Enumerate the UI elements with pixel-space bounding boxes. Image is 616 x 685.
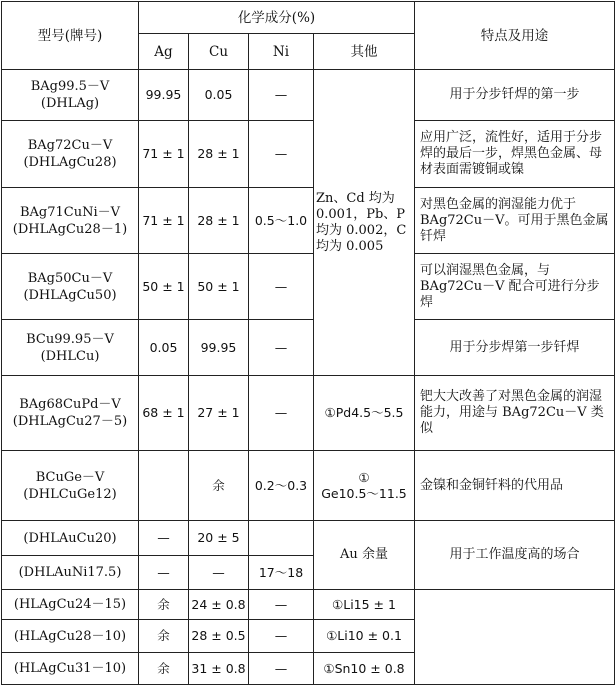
table-row: [2, 70, 615, 121]
grade-cell: (HLAgCu28－10): [2, 620, 139, 653]
ni-cell: —: [249, 653, 314, 685]
grade-cell: BAg50Cu－V (DHLAgCu50): [2, 254, 139, 320]
cu-cell: 99.95: [189, 320, 249, 376]
ni-cell: [249, 521, 314, 556]
grade-cell: BAg71CuNi－V (DHLAgCu28－1): [2, 188, 139, 254]
other-cell: ①Li15 ± 1: [314, 590, 415, 620]
header-cu: Cu: [189, 34, 249, 70]
other-cell: ①Li10 ± 0.1: [314, 620, 415, 653]
alloy-table: [1, 1, 615, 685]
grade-cell: BAg68CuPd－V (DHLAgCu27－5): [2, 376, 139, 451]
table-row: [2, 188, 615, 254]
header-grade: 型号(牌号): [2, 2, 139, 70]
header-other: 其他: [314, 34, 415, 70]
cu-cell: —: [189, 556, 249, 590]
table-row: [2, 320, 615, 376]
header-use: 特点及用途: [415, 2, 615, 70]
ni-cell: —: [249, 121, 314, 188]
header-ag: Ag: [139, 34, 189, 70]
cu-cell: 余: [189, 451, 249, 521]
grade-cell: BAg99.5－V (DHLAg): [2, 70, 139, 121]
ag-cell: 99.95: [139, 70, 189, 121]
ag-cell: 68 ± 1: [139, 376, 189, 451]
cu-cell: 28 ± 1: [189, 121, 249, 188]
ag-cell: —: [139, 556, 189, 590]
table-row: [2, 121, 615, 188]
use-cell: 金镍和金铜钎料的代用品: [415, 451, 615, 521]
cu-cell: 0.05: [189, 70, 249, 121]
grade-cell: BCu99.95－V (DHLCu): [2, 320, 139, 376]
ni-cell: —: [249, 254, 314, 320]
ni-cell: 0.5～1.0: [249, 188, 314, 254]
other-cell: ①Sn10 ± 0.8: [314, 653, 415, 685]
table-row: [2, 451, 615, 521]
ni-cell: —: [249, 376, 314, 451]
grade-cell: (HLAgCu31－10): [2, 653, 139, 685]
cu-cell: 24 ± 0.8: [189, 590, 249, 620]
grade-cell: (DHLAuCu20): [2, 521, 139, 556]
cu-cell: 28 ± 1: [189, 188, 249, 254]
table-row: [2, 254, 615, 320]
use-au-cell: 用于工作温度高的场合: [415, 521, 615, 590]
cu-cell: 50 ± 1: [189, 254, 249, 320]
cu-cell: 20 ± 5: [189, 521, 249, 556]
other-cell: ① Ge10.5～11.5: [314, 451, 415, 521]
ag-cell: 71 ± 1: [139, 121, 189, 188]
use-cell: 用于分步焊第一步钎焊: [415, 320, 615, 376]
ni-cell: —: [249, 590, 314, 620]
ni-cell: 17～18: [249, 556, 314, 590]
ni-cell: —: [249, 70, 314, 121]
table-row: [2, 376, 615, 451]
use-empty-cell: [415, 590, 615, 685]
ni-cell: —: [249, 320, 314, 376]
ag-cell: —: [139, 521, 189, 556]
use-cell: 钯大大改善了对黑色金属的润湿能力，用途与 BAg72Cu－V 类似: [415, 376, 615, 451]
cu-cell: 28 ± 0.5: [189, 620, 249, 653]
grade-cell: (DHLAuNi17.5): [2, 556, 139, 590]
ag-cell: 50 ± 1: [139, 254, 189, 320]
grade-cell: BAg72Cu－V (DHLAgCu28): [2, 121, 139, 188]
use-cell: 对黑色金属的润湿能力优于 BAg72Cu－V。可用于黑色金属钎焊: [415, 188, 615, 254]
table-row: [2, 521, 615, 556]
cu-cell: 31 ± 0.8: [189, 653, 249, 685]
ag-cell: 0.05: [139, 320, 189, 376]
header-composition: 化学成分(%): [139, 2, 415, 34]
ag-cell: 余: [139, 590, 189, 620]
use-cell: 应用广泛，流性好，适用于分步焊的最后一步，焊黑色金属、母材表面需镀铜或镍: [415, 121, 615, 188]
grade-cell: (HLAgCu24－15): [2, 590, 139, 620]
header-ni: Ni: [249, 34, 314, 70]
ni-cell: —: [249, 620, 314, 653]
table-row: [2, 590, 615, 620]
ag-cell: 余: [139, 653, 189, 685]
other-cell: ①Pd4.5～5.5: [314, 376, 415, 451]
grade-cell: BCuGe－V (DHLCuGe12): [2, 451, 139, 521]
other-au-cell: Au 余量: [314, 521, 415, 590]
ag-cell: 71 ± 1: [139, 188, 189, 254]
ag-cell: [139, 451, 189, 521]
ag-cell: 余: [139, 620, 189, 653]
cu-cell: 27 ± 1: [189, 376, 249, 451]
ni-cell: 0.2～0.3: [249, 451, 314, 521]
other-merged-cell: Zn、Cd 均为 0.001，Pb、P 均为 0.002，C 均为 0.005: [314, 70, 415, 376]
use-cell: 可以润湿黑色金属，与 BAg72Cu－V 配合可进行分步焊: [415, 254, 615, 320]
use-cell: 用于分步钎焊的第一步: [415, 70, 615, 121]
